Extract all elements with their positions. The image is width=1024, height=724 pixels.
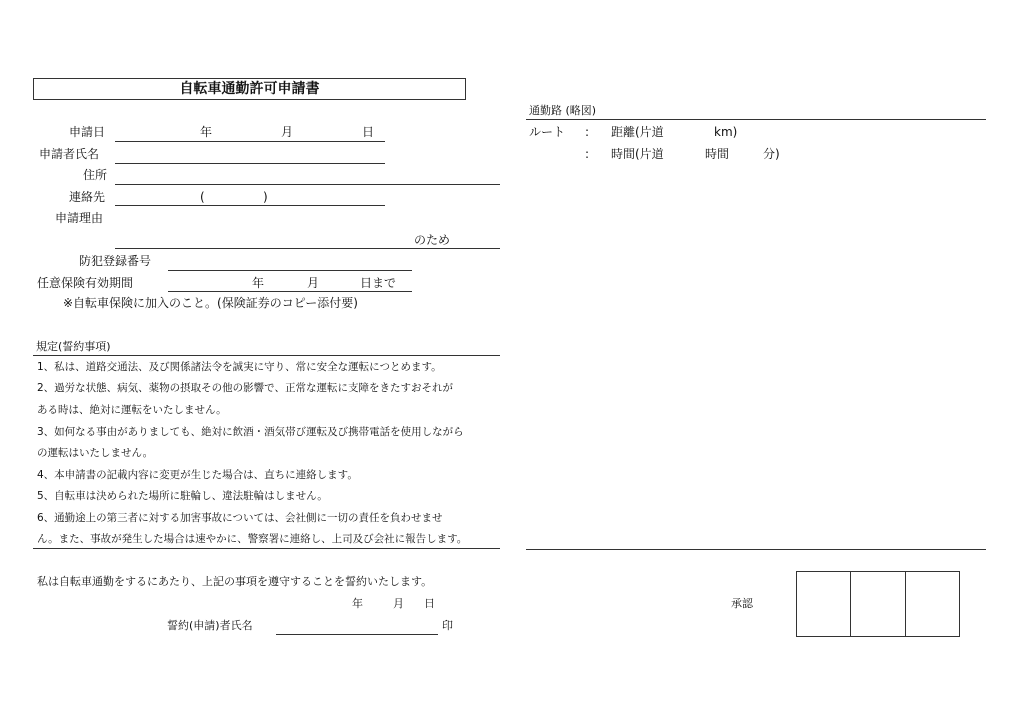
rule-line: 6、通勤途上の第三者に対する加害事故については、会社側に一切の責任を負わせませ (37, 512, 443, 524)
reason-suffix: のため (414, 233, 451, 247)
insurance-period-label: 任意保険有効期間 (37, 276, 134, 290)
rules-bottom-divider (33, 548, 500, 549)
pledge-statement: 私は自転車通勤をするにあたり、上記の事項を遵守することを誓約いたします。 (37, 575, 433, 588)
rule-line: 5、自転車は決められた場所に駐輪し、違法駐輪はしません。 (37, 490, 328, 502)
form-title: 自転車通勤許可申請書 (33, 78, 466, 100)
application-date-field[interactable] (115, 141, 385, 142)
approval-stamp-boxes (796, 571, 960, 637)
insurance-month-label: 月 (307, 276, 320, 290)
pledge-name-label: 誓約(申請)者氏名 (167, 619, 253, 632)
rules-heading: 規定(誓約事項) (36, 340, 111, 353)
colon: : (585, 125, 590, 139)
paren-open: ( (200, 190, 205, 204)
pledge-day-label: 日 (424, 597, 435, 610)
crime-prevention-label: 防犯登録番号 (79, 254, 152, 268)
route-bottom-divider (526, 549, 986, 550)
address-field[interactable] (115, 184, 500, 185)
pledge-name-field[interactable] (276, 634, 438, 635)
rule-line: ん。また、事故が発生した場合は速やかに、警察署に連絡し、上司及び会社に報告します。 (37, 533, 468, 545)
time-label: 時間(片道 (611, 147, 664, 161)
rule-line: 3、如何なる事由がありましても、絶対に飲酒・酒気帯び運転及び携帯電話を使用しながら (37, 426, 464, 438)
route-heading: 通勤路 (略図) (529, 104, 597, 117)
approval-label: 承認 (731, 597, 753, 610)
insurance-period-field[interactable] (168, 291, 412, 292)
pledge-month-label: 月 (393, 597, 404, 610)
insurance-year-label: 年 (252, 276, 265, 290)
route-divider (526, 119, 986, 120)
pledge-year-label: 年 (352, 597, 363, 610)
rules-divider (33, 355, 500, 356)
day-label: 日 (362, 125, 375, 139)
distance-label: 距離(片道 (611, 125, 664, 139)
hours-label: 時間 (705, 147, 730, 161)
rule-line: 2、過労な状態、病気、薬物の摂取その他の影響で、正常な運転に支障をきたすおそれが (37, 382, 453, 394)
reason-label: 申請理由 (55, 211, 104, 225)
insurance-note: ※自転車保険に加入のこと。(保険証券のコピー添付要) (63, 296, 358, 310)
colon: : (585, 147, 590, 161)
year-label: 年 (200, 125, 213, 139)
month-label: 月 (281, 125, 294, 139)
address-label: 住所 (83, 168, 108, 182)
reason-field[interactable] (115, 248, 500, 249)
seal-label: 印 (442, 619, 453, 632)
rule-line: の運転はいたしません。 (37, 447, 154, 459)
contact-label: 連絡先 (69, 190, 106, 204)
stamp-box[interactable] (906, 572, 959, 636)
stamp-box[interactable] (851, 572, 905, 636)
distance-unit: km) (714, 125, 738, 139)
rule-line: 1、私は、道路交通法、及び関係諸法令を誠実に守り、常に安全な運転につとめます。 (37, 361, 442, 373)
crime-prevention-field[interactable] (168, 270, 412, 271)
application-date-label: 申請日 (69, 125, 106, 139)
stamp-box[interactable] (797, 572, 851, 636)
insurance-day-label: 日まで (360, 276, 397, 290)
applicant-name-field[interactable] (115, 163, 385, 164)
applicant-name-label: 申請者氏名 (39, 147, 100, 161)
contact-field[interactable] (115, 205, 385, 206)
route-label: ルート (529, 125, 566, 139)
paren-close: ) (263, 190, 268, 204)
minutes-label: 分) (763, 147, 780, 161)
route-map-area[interactable] (526, 170, 986, 545)
rule-line: 4、本申請書の記載内容に変更が生じた場合は、直ちに連絡します。 (37, 469, 358, 481)
rule-line: ある時は、絶対に運転をいたしません。 (37, 404, 227, 416)
